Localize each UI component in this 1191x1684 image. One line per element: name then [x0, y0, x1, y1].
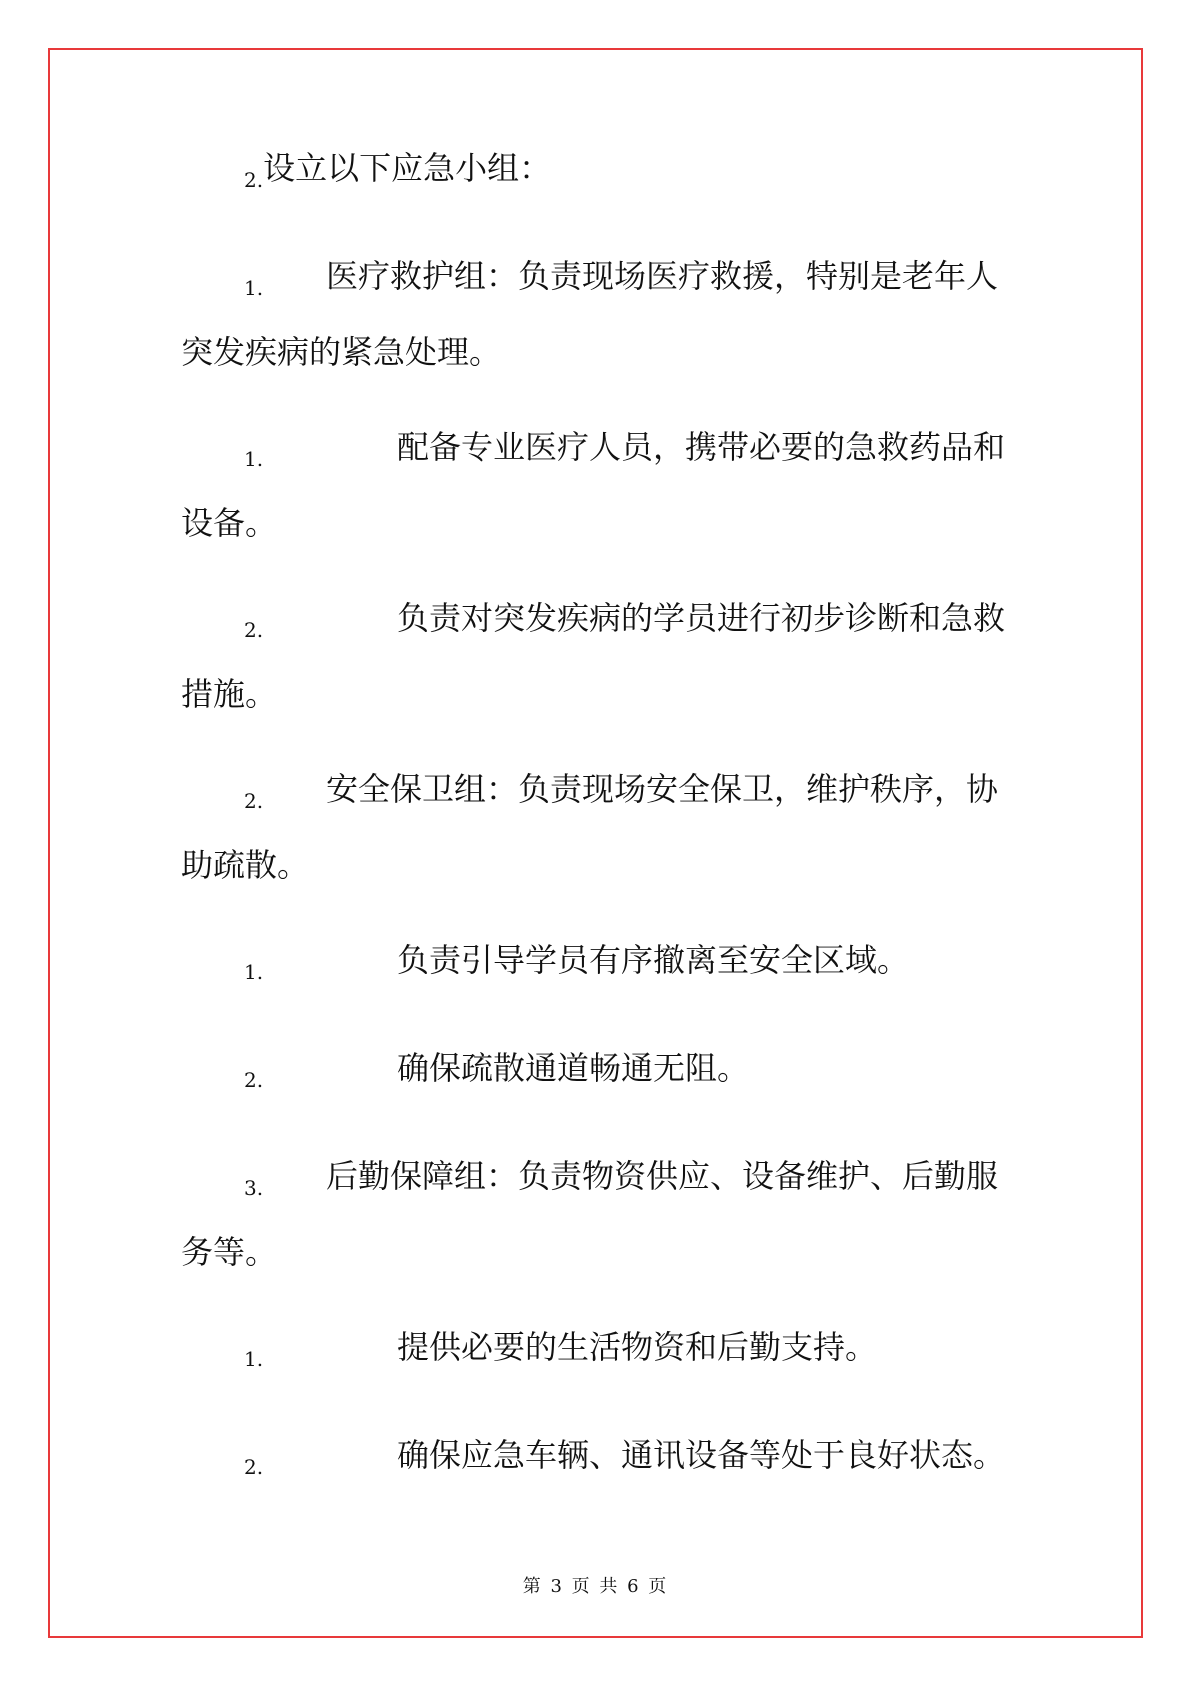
- heading-text: 设立以下应急小组：: [263, 149, 552, 187]
- list-item: [181, 415, 1021, 555]
- list-item-number: 3.: [244, 1176, 264, 1200]
- list-item: [181, 1144, 1021, 1284]
- list-item: [181, 586, 1021, 726]
- list-item-number: 2.: [244, 618, 264, 642]
- section-heading: [181, 136, 1021, 212]
- list-item-text: 安全保卫组：负责现场安全保卫，维护秩序，协助疏散。: [181, 770, 999, 884]
- list-item-text: 配备专业医疗人员，携带必要的急救药品和设备。: [181, 428, 1006, 542]
- list-item-text: 提供必要的生活物资和后勤支持。: [397, 1328, 878, 1366]
- list-item-number: 1.: [244, 1347, 264, 1371]
- list-item-text: 后勤保障组：负责物资供应、设备维护、后勤服务等。: [181, 1157, 999, 1271]
- list-item: [181, 244, 1021, 384]
- list-item-text: 医疗救护组：负责现场医疗救援，特别是老年人突发疾病的紧急处理。: [181, 257, 999, 371]
- list-item-text: 负责引导学员有序撤离至安全区域。: [397, 941, 910, 979]
- list-item-number: 2.: [244, 789, 264, 813]
- list-item: [181, 757, 1021, 897]
- list-item-number: 1.: [244, 447, 264, 471]
- list-item: [181, 1036, 1021, 1112]
- list-item: [181, 1423, 1021, 1499]
- list-item-number: 2.: [244, 1068, 264, 1092]
- list-item-number: 2.: [244, 1455, 264, 1479]
- list-item: [181, 1315, 1021, 1391]
- list-item-text: 负责对突发疾病的学员进行初步诊断和急救措施。: [181, 599, 1006, 713]
- list-item-number: 1.: [244, 960, 264, 984]
- list-item-text: 确保疏散通道畅通无阻。: [397, 1049, 750, 1087]
- list-item-text: 确保应急车辆、通讯设备等处于良好状态。: [397, 1436, 1006, 1474]
- list-item-number: 1.: [244, 276, 264, 300]
- page-footer: 第 3 页 共 6 页: [522, 1576, 669, 1597]
- heading-number: 2.: [244, 168, 264, 192]
- list-item: [181, 928, 1021, 1004]
